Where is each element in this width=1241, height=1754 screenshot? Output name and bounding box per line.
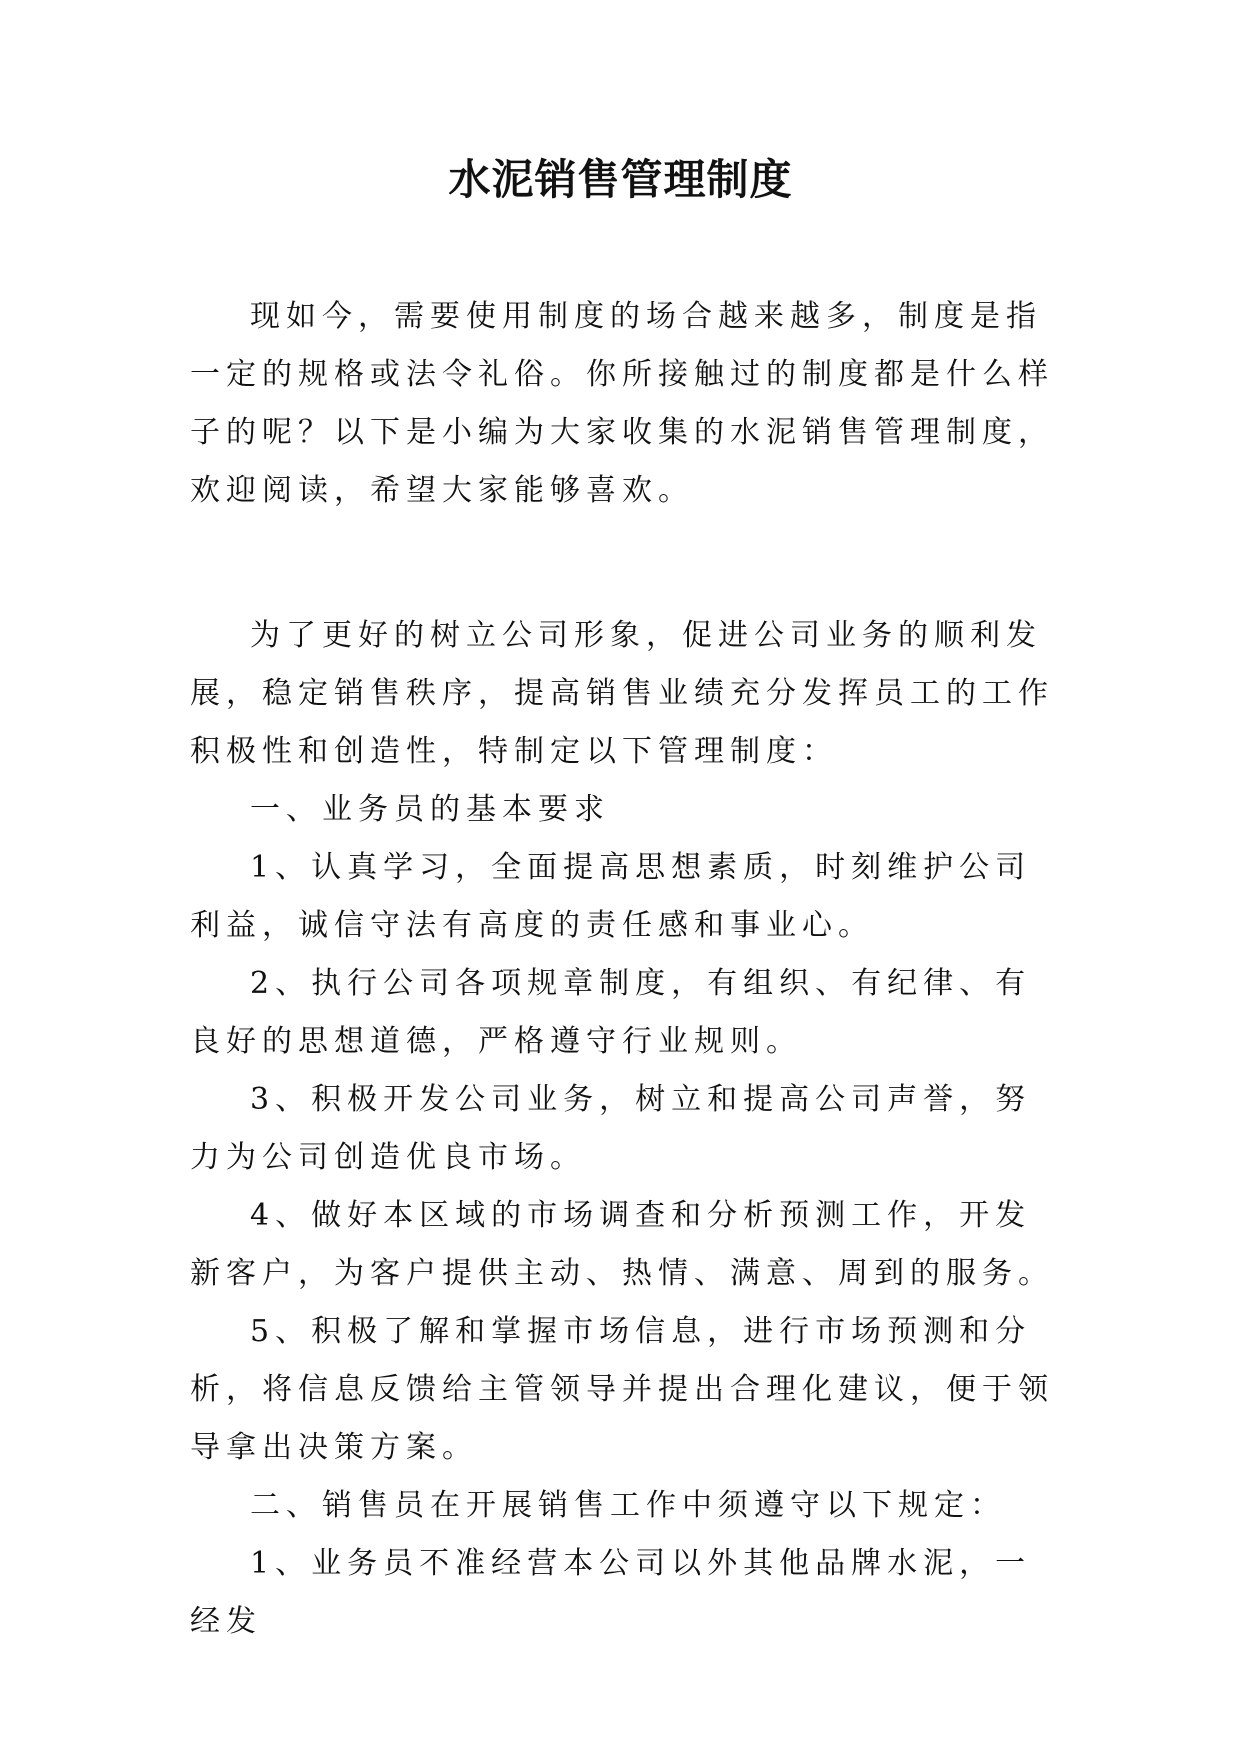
purpose-paragraph: 为了更好的树立公司形象，促进公司业务的顺利发展，稳定销售秩序，提高销售业绩充分发挥员工的工作积极性和创造性，特制定以下管理制度： [190,618,1054,769]
rule-item-1: 1、业务员不准经营本公司以外其他品牌水泥，一经发 [190,1546,1032,1639]
paragraph-gap [190,520,1055,607]
requirement-item-5: 5、积极了解和掌握市场信息，进行市场预测和分析，将信息反馈给主管领导并提出合理化建议，便于领导拿出决策方案。 [190,1314,1054,1465]
requirement-item-1: 1、认真学习，全面提高思想素质，时刻维护公司利益，诚信守法有高度的责任感和事业心。 [190,850,1032,943]
section-heading-2: 二、销售员在开展销售工作中须遵守以下规定： [250,1488,1006,1523]
intro-paragraph: 现如今，需要使用制度的场合越来越多，制度是指一定的规格或法令礼俗。你所接触过的制度都是什么样子的呢？以下是小编为大家收集的水泥销售管理制度，欢迎阅读，希望大家能够喜欢。 [190,299,1054,508]
requirement-item-4: 4、做好本区域的市场调查和分析预测工作，开发新客户，为客户提供主动、热情、满意、周到的服务。 [190,1198,1054,1291]
requirement-item-2: 2、执行公司各项规章制度，有组织、有纪律、有良好的思想道德，严格遵守行业规则。 [190,966,1032,1059]
section-heading-1: 一、业务员的基本要求 [250,792,610,827]
requirement-item-3: 3、积极开发公司业务，树立和提高公司声誉，努力为公司创造优良市场。 [190,1082,1032,1175]
document-title: 水泥销售管理制度 [448,155,793,204]
document-body [190,288,1055,1651]
